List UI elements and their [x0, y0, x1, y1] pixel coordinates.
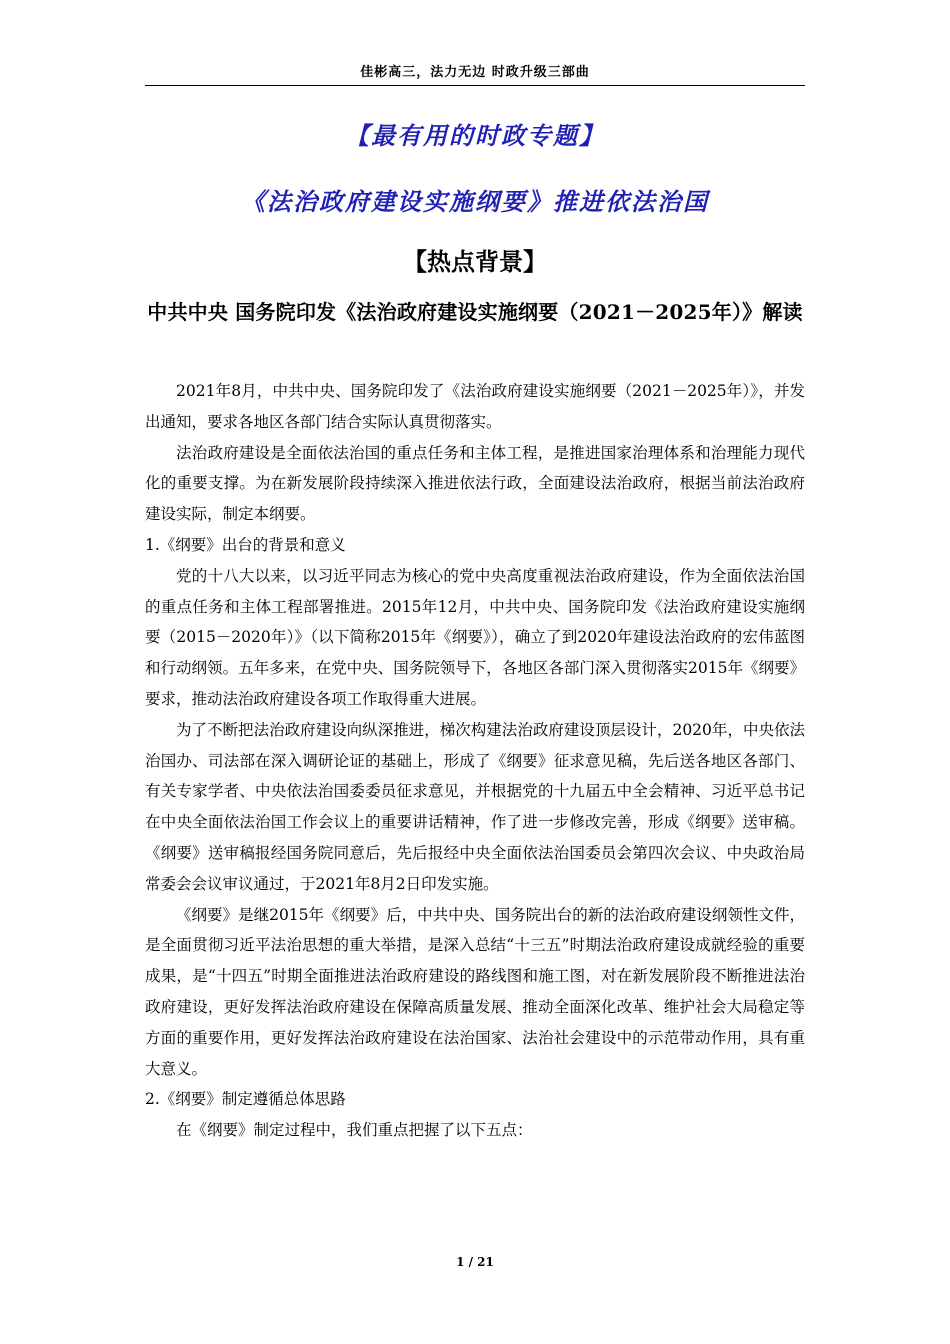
section-heading: 【热点背景】	[403, 247, 547, 276]
paragraph-history: 党的十八大以来，以习近平同志为核心的党中央高度重视法治政府建设，作为全面依法治国的重点任务和主体工程部署推进。2015年12月，中共中央、国务院印发《法治政府建设实施纲要（2015－2020年）》（以下简称2015年《纲要》），确立了到2020年建设法治政府的宏伟蓝图和行动纲领。五年多来，在党中央、国务院领导下，各地区各部门深入贯彻落实2015年《纲要》要求，推动法治政府建设各项工作取得重大进展。	[145, 566, 805, 708]
main-title: 《法治政府建设实施纲要》推进依法治国	[241, 188, 709, 216]
paragraph-purpose: 法治政府建设是全面依法治国的重点任务和主体工程，是推进国家治理体系和治理能力现代化的重要支撑。为在新发展阶段持续深入推进依法行政，全面建设法治政府，根据当前法治政府建设实际，制定本纲要。	[145, 443, 805, 524]
header-divider	[145, 85, 805, 86]
paragraph-five-points: 在《纲要》制定过程中，我们重点把握了以下五点：	[176, 1121, 533, 1140]
article-body	[145, 376, 805, 1146]
article-title: 中共中央 国务院印发《法治政府建设实施纲要（2021－2025年）》解读	[147, 300, 803, 324]
paragraph-intro: 2021年8月，中共中央、国务院印发了《法治政府建设实施纲要（2021－2025年）》，并发出通知，要求各地区各部门结合实际认真贯彻落实。	[145, 382, 805, 431]
subheading-approach: 2.《纲要》制定遵循总体思路	[145, 1090, 346, 1109]
paragraph-significance: 《纲要》是继2015年《纲要》后，中共中央、国务院出台的新的法治政府建设纲领性文件，是全面贯彻习近平法治思想的重大举措，是深入总结“十三五”时期法治政府建设成就经验的重要成果，是“十四五”时期全面推进法治政府建设的路线图和施工图，对在新发展阶段不断推进法治政府建设，更好发挥法治政府建设在保障高质量发展、推动全面深化改革、维护社会大局稳定等方面的重要作用，更好发挥法治政府建设在法治国家、法治社会建设中的示范带动作用，具有重大意义。	[145, 905, 805, 1078]
page-number: 1 / 21	[456, 1255, 494, 1269]
topic-title: 【最有用的时政专题】	[345, 122, 605, 150]
subheading-background: 1.《纲要》出台的背景和意义	[145, 535, 346, 554]
page-header: 佳彬高三，法力无边 时政升级三部曲	[360, 65, 590, 80]
paragraph-drafting: 为了不断把法治政府建设向纵深推进，梯次构建法治政府建设顶层设计，2020年，中央依法治国办、司法部在深入调研论证的基础上，形成了《纲要》征求意见稿，先后送各地区各部门、有关专家学者、中央依法治国委委员征求意见，并根据党的十九届五中全会精神、习近平总书记在中央全面依法治国工作会议上的重要讲话精神，作了进一步修改完善，形成《纲要》送审稿。《纲要》送审稿报经国务院同意后，先后报经中央全面依法治国委员会第四次会议、中央政治局常委会会议审议通过，于2021年8月2日印发实施。	[145, 720, 805, 893]
